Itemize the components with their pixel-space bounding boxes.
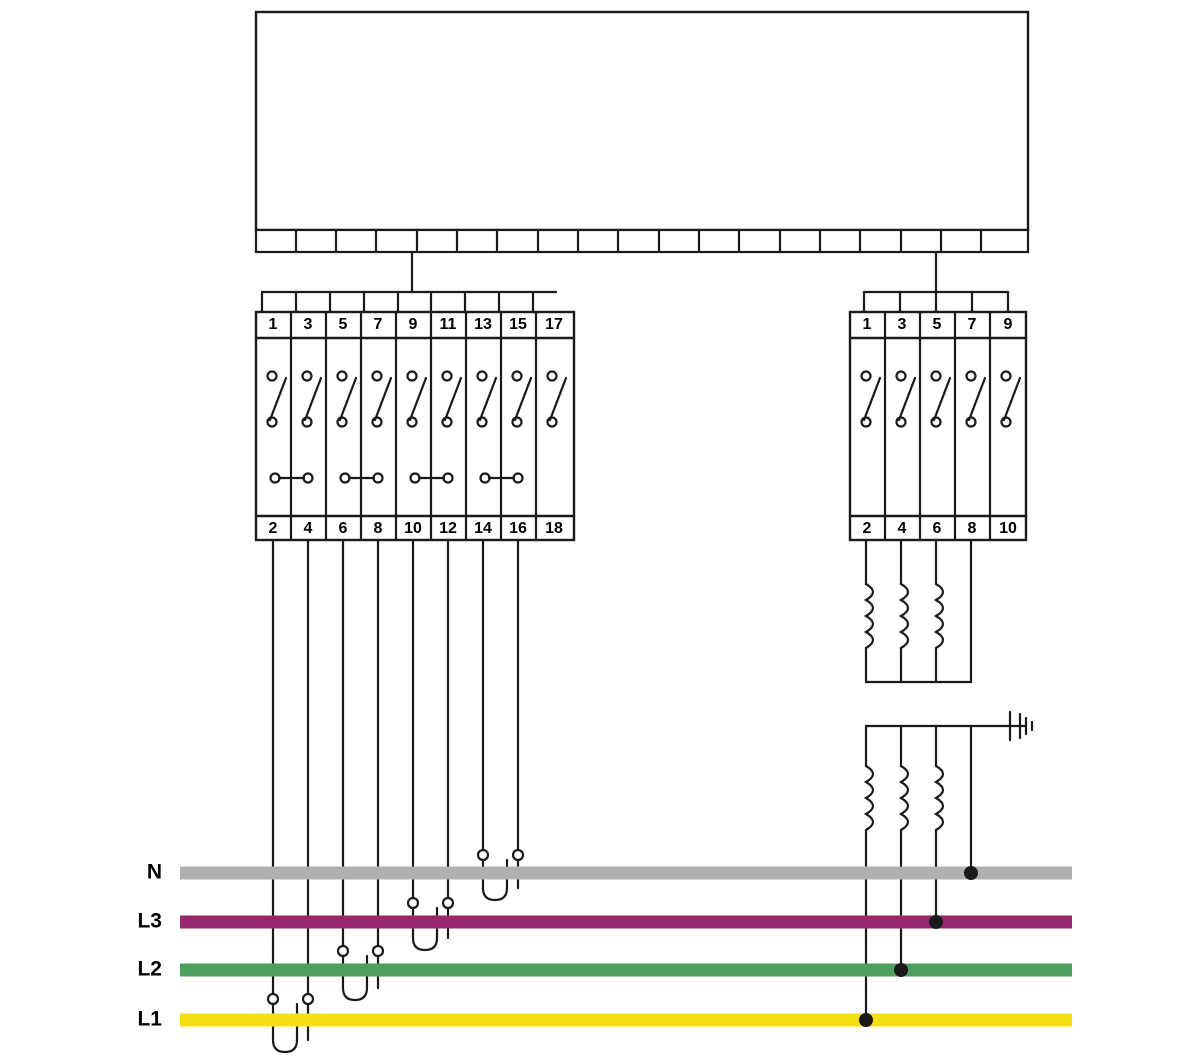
left-top-terminal-5: 5: [338, 316, 348, 334]
busbar-label-L3: L3: [137, 909, 162, 933]
busbar-label-L2: L2: [137, 957, 162, 981]
right-bottom-terminal-6: 6: [932, 520, 942, 538]
left-top-terminal-9: 9: [408, 316, 418, 334]
current-transformer-secondary: [866, 540, 971, 682]
right-top-terminal-3: 3: [897, 316, 907, 334]
measuring-device-body: [256, 12, 1028, 252]
left-bottom-terminal-6: 6: [338, 520, 348, 538]
left-bottom-terminal-4: 4: [303, 520, 313, 538]
right-block-feed-line: [864, 252, 1008, 312]
left-top-terminal-1: 1: [268, 316, 278, 334]
right-top-terminal-1: 1: [862, 316, 872, 334]
busbar-connection-dots: [859, 866, 978, 1027]
busbar-label-L1: L1: [137, 1007, 162, 1031]
right-bottom-terminal-8: 8: [967, 520, 977, 538]
left-block-feed-line: [262, 252, 556, 312]
left-top-terminal-17: 17: [545, 316, 563, 334]
right-top-terminal-9: 9: [1003, 316, 1013, 334]
busbar-label-N: N: [146, 860, 162, 884]
left-top-terminal-7: 7: [373, 316, 383, 334]
right-bottom-terminal-4: 4: [897, 520, 907, 538]
left-bottom-terminal-18: 18: [545, 520, 563, 538]
right-bottom-terminal-2: 2: [862, 520, 872, 538]
left-bottom-terminal-2: 2: [268, 520, 278, 538]
left-top-terminal-13: 13: [474, 316, 492, 334]
left-bottom-terminal-14: 14: [474, 520, 492, 538]
left-bottom-terminal-12: 12: [439, 520, 457, 538]
left-top-terminal-15: 15: [509, 316, 527, 334]
left-bottom-terminal-16: 16: [509, 520, 527, 538]
left-bottom-terminal-10: 10: [404, 520, 422, 538]
left-bottom-terminal-8: 8: [373, 520, 383, 538]
right-top-terminal-7: 7: [967, 316, 977, 334]
right-bottom-terminal-10: 10: [999, 520, 1017, 538]
earth-ground-icon: [1010, 712, 1032, 740]
left-top-terminal-11: 11: [439, 316, 457, 334]
left-top-terminal-3: 3: [303, 316, 313, 334]
right-top-terminal-5: 5: [932, 316, 942, 334]
